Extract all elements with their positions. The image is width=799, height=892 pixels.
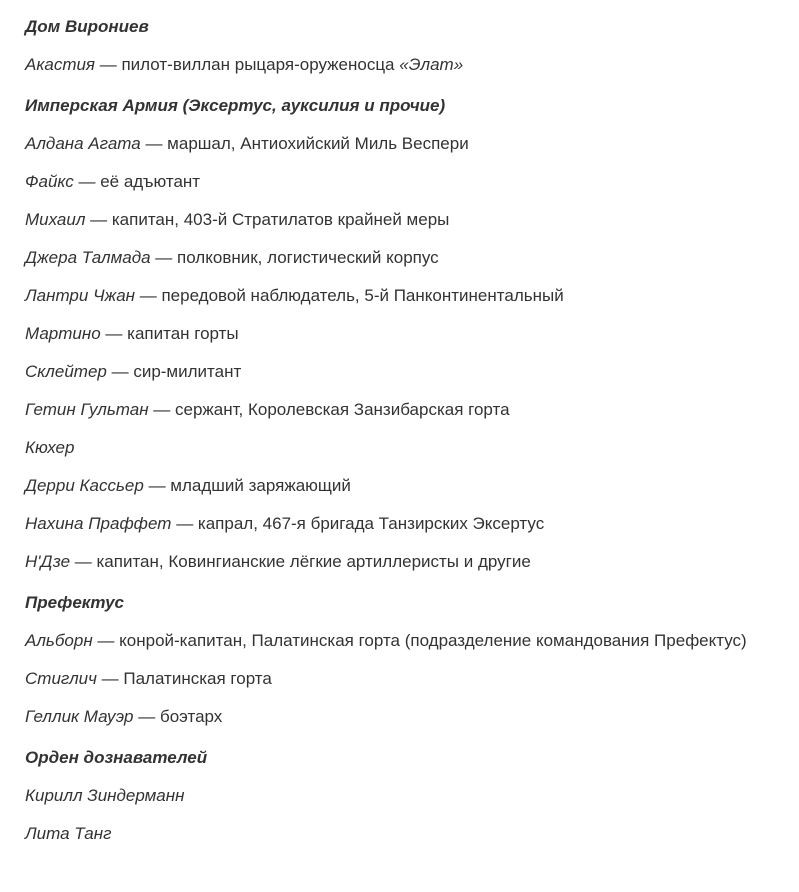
character-description: — сержант, Королевская Занзибарская горта bbox=[148, 400, 510, 419]
character-entry bbox=[25, 249, 774, 267]
character-description: — полковник, логистический корпус bbox=[150, 248, 439, 267]
character-entry bbox=[25, 56, 774, 74]
character-description: — конрой-капитан, Палатинская горта (подразделение командования Префектус) bbox=[92, 631, 747, 650]
character-name: Н'Дзе bbox=[25, 552, 71, 571]
character-name: Гетин Гультан bbox=[25, 400, 149, 419]
character-description: — пилот-виллан рыцаря-оруженосца bbox=[95, 55, 400, 74]
section-heading: Префектус bbox=[25, 593, 124, 612]
character-description: — капитан, Ковингианские лёгкие артиллеристы и другие bbox=[70, 552, 531, 571]
character-name: Лита Танг bbox=[25, 824, 112, 843]
character-entry bbox=[25, 632, 774, 650]
character-section bbox=[25, 97, 774, 571]
character-name: Нахина Праффет bbox=[25, 514, 172, 533]
character-description: — сир-милитант bbox=[106, 362, 242, 381]
character-name: Джера Талмада bbox=[25, 248, 151, 267]
character-entry bbox=[25, 439, 774, 457]
character-section bbox=[25, 749, 774, 843]
character-description: — Палатинская горта bbox=[96, 669, 272, 688]
character-entry bbox=[25, 553, 774, 571]
character-entry bbox=[25, 325, 774, 343]
character-entry bbox=[25, 515, 774, 533]
character-entry bbox=[25, 787, 774, 805]
character-name: Дерри Кассьер bbox=[25, 476, 144, 495]
character-name: Альборн bbox=[25, 631, 93, 650]
character-name: Акастия bbox=[25, 55, 96, 74]
character-section bbox=[25, 594, 774, 726]
character-description: — боэтарх bbox=[133, 707, 223, 726]
character-name: Лантри Чжан bbox=[25, 286, 136, 305]
character-name: Файкс bbox=[25, 172, 74, 191]
character-entry bbox=[25, 477, 774, 495]
section-heading: Дом Вирониев bbox=[25, 17, 149, 36]
character-description: — маршал, Антиохийский Миль Веспери bbox=[140, 134, 469, 153]
character-entry bbox=[25, 287, 774, 305]
character-section bbox=[25, 18, 774, 74]
character-entry bbox=[25, 670, 774, 688]
section-heading: Орден дознавателей bbox=[25, 748, 208, 767]
character-alias: «Элат» bbox=[399, 55, 464, 74]
character-description: — её адъютант bbox=[73, 172, 201, 191]
character-entry bbox=[25, 211, 774, 229]
character-name: Кюхер bbox=[25, 438, 75, 457]
character-description: — передовой наблюдатель, 5-й Панконтинентальный bbox=[135, 286, 564, 305]
character-name: Стиглич bbox=[25, 669, 97, 688]
character-entry bbox=[25, 135, 774, 153]
character-description: — капитан горты bbox=[100, 324, 239, 343]
character-name: Геллик Мауэр bbox=[25, 707, 134, 726]
character-entry bbox=[25, 401, 774, 419]
character-name: Мартино bbox=[25, 324, 101, 343]
character-entry bbox=[25, 173, 774, 191]
character-entry bbox=[25, 708, 774, 726]
character-entry bbox=[25, 825, 774, 843]
character-name: Кирилл Зиндерманн bbox=[25, 786, 185, 805]
section-heading: Имперская Армия (Эксертус, ауксилия и прочие) bbox=[25, 96, 446, 115]
character-name: Алдана Агата bbox=[25, 134, 141, 153]
character-name: Михаил bbox=[25, 210, 86, 229]
character-description: — младший заряжающий bbox=[143, 476, 351, 495]
character-entry bbox=[25, 363, 774, 381]
character-description: — капрал, 467-я бригада Танзирских Эксертус bbox=[171, 514, 545, 533]
character-name: Склейтер bbox=[25, 362, 107, 381]
character-description: — капитан, 403-й Стратилатов крайней меры bbox=[85, 210, 450, 229]
